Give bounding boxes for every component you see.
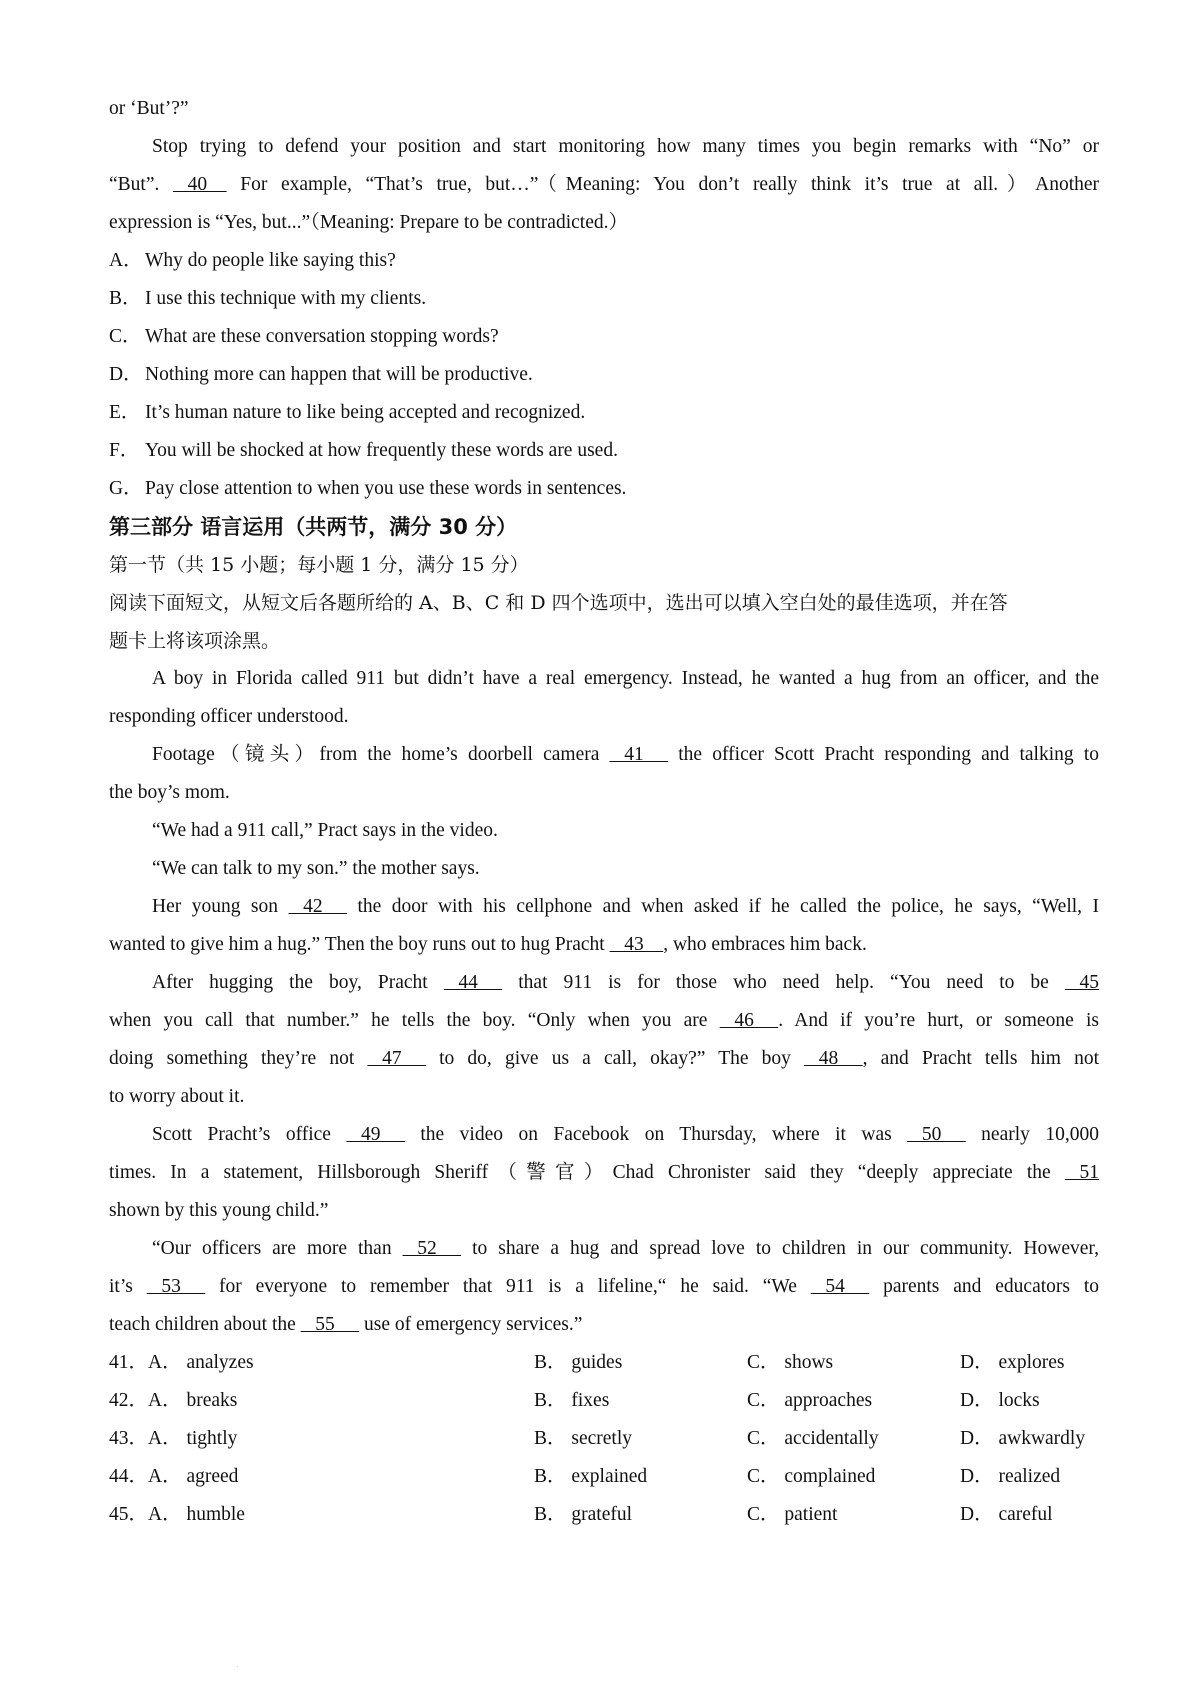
option-b: B． I use this technique with my clients. [109, 288, 427, 309]
answer-blank-48: 48 [804, 1048, 863, 1069]
question-choices [109, 1344, 1099, 1534]
answer-blank-55: 55 [300, 1314, 360, 1335]
option-e: E． It’s human nature to like being accepted and recognized. [109, 402, 586, 423]
answer-blank-46: 46 [719, 1010, 779, 1031]
option-f: F． You will be shocked at how frequently these words are used. [109, 440, 618, 461]
footer-mark: . [236, 1660, 239, 1669]
part-three-heading: 第三部分 语言运用（共两节，满分 30 分） [109, 515, 518, 539]
answer-blank-54: 54 [810, 1276, 870, 1297]
question-45: 45．A． humble B． grateful C． patient D． careful [109, 1504, 1053, 1525]
answer-blank-45: 45 [1064, 972, 1099, 993]
answer-blank-44: 44 [443, 972, 503, 993]
option-d: D． Nothing more can happen that will be productive. [109, 364, 533, 385]
answer-blank-42: 42 [288, 896, 347, 917]
continuation-line: or ‘But’?” [109, 98, 189, 119]
answer-blank-51: 51 [1064, 1162, 1099, 1183]
answer-blank-50: 50 [907, 1124, 966, 1145]
instructions: 阅读下面短文，从短文后各题所给的 A、B、C 和 D 四个选项中，选出可以填入空白处的最佳选项，并在答 题卡上将该项涂黑。 [109, 592, 1008, 652]
question-43: 43．A． tightly B． secretly C． accidentally D． awkwardly [109, 1428, 1086, 1449]
option-g: G． Pay close attention to when you use these words in sentences. [109, 478, 627, 499]
option-c: C． What are these conversation stopping words? [109, 326, 499, 347]
section-one-heading: 第一节（共 15 小题；每小题 1 分，满分 15 分） [109, 554, 529, 576]
option-list [109, 242, 1099, 508]
question-42: 42．A． breaks B． fixes C． approaches D． locks [109, 1390, 1040, 1411]
option-a: A． Why do people like saying this? [109, 250, 396, 271]
cloze-passage: A boy in Florida called 911 but didn’t have a real emergency. Instead, he wanted a hug from an officer, and the responding officer understood. Footage（镜头）from the home’s doorbell camera 41 the officer Scott Pracht responding and talking to the boy’s mom. “We had a 911 call,” Pract says in the video. “We can talk to my son.” the mother says. Her young son 42 the door with his cellphone and when asked if he called the police, he says, “Well, I wanted to give him a hug.” Then the boy runs out to hug Pracht 43 , who embraces him back. After hugging the boy, Pracht 44 that 911 is for those who need help. “You need to be 45 when you call that number.” he tells the boy. “Only when you are 46 . And if you’re hurt, or someone is doing something they’re not 47 to do, give us a call, okay?” The boy 48 , and Pracht tells him not to worry about it. Scott Pracht’s office 49 the video on Facebook on Thursday, where it was 50 nearly 10,000 times. In a statement, Hillsborough Sheriff（警官）Chad Chronister said they “deeply appreciate the 51 shown by this young child.” “Our officers are more than 52 to share a hug and spread love to children in our community. However, it’s 53 for everyone to remember that 911 is a lifeline,“ he said. “We 54 parents and educators to teach children about the 55 use of emergency services.” [109, 660, 1099, 1344]
answer-blank-47: 47 [367, 1048, 426, 1069]
answer-blank-53: 53 [146, 1276, 206, 1297]
question-41: 41．A． analyzes B． guides C． shows D． explores [109, 1352, 1065, 1373]
answer-blank-43: 43 [609, 934, 664, 955]
answer-blank-52: 52 [402, 1238, 462, 1259]
paragraph-stop-trying: Stop trying to defend your position and start monitoring how many times you begin remarks with “No” or “But”. 40 For example, “That’s true, but…”（Meaning: You don’t really think it’s true at all.）Another expression is “Yes, but...”（Meaning: Prepare to be contradicted.） [109, 136, 1099, 233]
answer-blank-41: 41 [609, 744, 669, 765]
exam-page [109, 90, 1099, 1534]
question-44: 44．A． agreed B． explained C． complained D． realized [109, 1466, 1061, 1487]
answer-blank-40: 40 [172, 174, 227, 195]
answer-blank-49: 49 [346, 1124, 405, 1145]
